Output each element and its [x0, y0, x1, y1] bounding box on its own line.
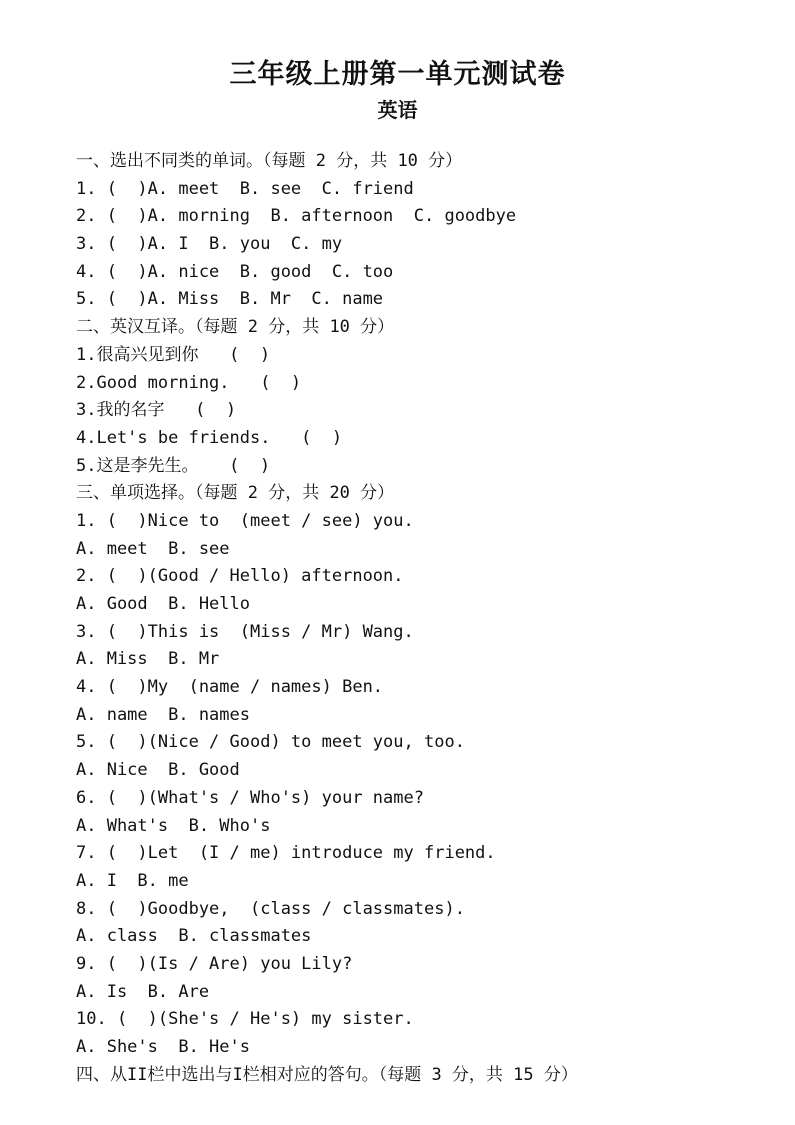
- options-line: A. What's B. Who's: [76, 815, 271, 836]
- options-line: A. Is B. Are: [76, 981, 210, 1002]
- question-line: 3.我的名字 ( ): [76, 400, 237, 421]
- question-line: 9. ( )(Is / Are) you Lily?: [76, 953, 353, 974]
- options-line: A. I B. me: [76, 870, 189, 891]
- options-line: A. name B. names: [76, 704, 250, 725]
- question-line: 1.很高兴见到你 ( ): [76, 344, 271, 365]
- options-line: A. Nice B. Good: [76, 760, 240, 781]
- question-line: 5. ( )A. Miss B. Mr C. name: [76, 289, 384, 310]
- options-line: A. She's B. He's: [76, 1037, 250, 1057]
- question-line: 6. ( )(What's / Who's) your name?: [76, 787, 424, 808]
- section-heading: 一、选出不同类的单词。（每题 2 分，共 10 分）: [76, 151, 463, 171]
- question-line: 8. ( )Goodbye, (class / classmates).: [76, 898, 465, 919]
- question-line: 2. ( )A. morning B. afternoon C. goodbye: [76, 206, 517, 227]
- question-line: 3. ( )This is (Miss / Mr) Wang.: [76, 621, 414, 642]
- document-title: 三年级上册第一单元测试卷: [229, 59, 566, 90]
- section-heading: 三、单项选择。（每题 2 分，共 20 分）: [76, 483, 395, 504]
- question-line: 2. ( )(Good / Hello) afternoon.: [76, 566, 404, 587]
- options-line: A. meet B. see: [76, 538, 230, 559]
- question-line: 1. ( )A. meet B. see C. friend: [76, 178, 414, 199]
- section-heading: 四、从II栏中选出与I栏相对应的答句。（每题 3 分，共 15 分）: [76, 1064, 578, 1085]
- question-line: 3. ( )A. I B. you C. my: [76, 234, 343, 255]
- question-line: 7. ( )Let (I / me) introduce my friend.: [76, 843, 496, 864]
- question-line: 4. ( )A. nice B. good C. too: [76, 261, 394, 282]
- options-line: A. Good B. Hello: [76, 594, 250, 614]
- question-line: 5.这是李先生。 ( ): [76, 455, 271, 476]
- question-line: 1. ( )Nice to (meet / see) you.: [76, 510, 414, 531]
- section-heading: 二、英汉互译。（每题 2 分，共 10 分）: [76, 317, 395, 338]
- document-subtitle: 英语: [377, 98, 418, 122]
- question-line: 10. ( )(She's / He's) my sister.: [76, 1009, 414, 1030]
- exam-content: [76, 148, 776, 1089]
- question-line: 4.Let's be friends. ( ): [76, 427, 343, 448]
- options-line: A. class B. classmates: [76, 926, 312, 947]
- question-line: 4. ( )My (name / names) Ben.: [76, 677, 384, 698]
- options-line: A. Miss B. Mr: [76, 649, 220, 670]
- question-line: 2.Good morning. ( ): [76, 372, 302, 393]
- question-line: 5. ( )(Nice / Good) to meet you, too.: [76, 732, 465, 753]
